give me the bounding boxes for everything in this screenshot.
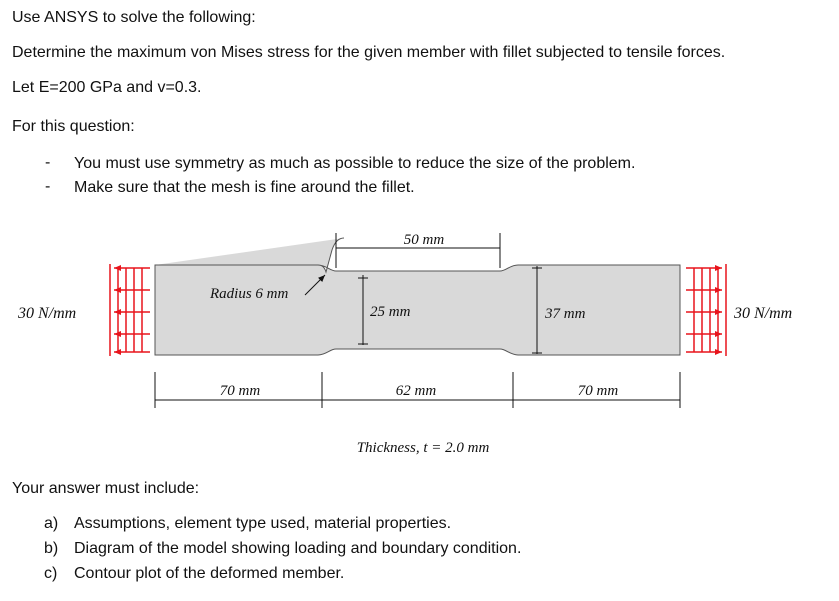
right-load-arrows bbox=[686, 264, 726, 356]
bullet-dash: - bbox=[45, 178, 51, 195]
bottom-dim-left: 70 mm bbox=[219, 383, 261, 399]
left-load-arrows bbox=[110, 264, 150, 356]
answer-item: Assumptions, element type used, material properties. bbox=[74, 515, 452, 532]
narrow-height-label: 25 mm bbox=[370, 304, 411, 320]
left-load-label: 30 N/mm bbox=[18, 305, 77, 322]
wide-height-label: 37 mm bbox=[545, 306, 586, 322]
answer-item: Contour plot of the deformed member. bbox=[74, 565, 345, 582]
requirement-item: Make sure that the mesh is fine around the fillet. bbox=[74, 179, 415, 196]
top-dimension: 50 mm bbox=[403, 232, 445, 248]
answer-marker: a) bbox=[44, 515, 59, 532]
intro-line: Use ANSYS to solve the following: bbox=[12, 9, 256, 26]
answer-marker: b) bbox=[44, 540, 59, 557]
task-statement: Determine the maximum von Mises stress for the given member with fillet subjected to tensile forces. bbox=[12, 44, 726, 61]
for-question-heading: For this question: bbox=[12, 118, 135, 135]
requirement-item: You must use symmetry as much as possible to reduce the size of the problem. bbox=[74, 155, 636, 172]
answer-marker: c) bbox=[44, 565, 58, 582]
radius-label: Radius 6 mm bbox=[210, 286, 289, 302]
right-load-label: 30 N/mm bbox=[734, 305, 793, 322]
bottom-dim-right: 70 mm bbox=[577, 383, 619, 399]
bottom-dim-middle: 62 mm bbox=[395, 383, 437, 399]
bullet-dash: - bbox=[45, 154, 51, 171]
thickness-label: Thickness, t = 2.0 mm bbox=[356, 440, 490, 456]
answer-item: Diagram of the model showing loading and boundary condition. bbox=[74, 540, 522, 557]
answer-heading: Your answer must include: bbox=[12, 480, 200, 497]
material-givens: Let E=200 GPa and v=0.3. bbox=[12, 79, 202, 96]
